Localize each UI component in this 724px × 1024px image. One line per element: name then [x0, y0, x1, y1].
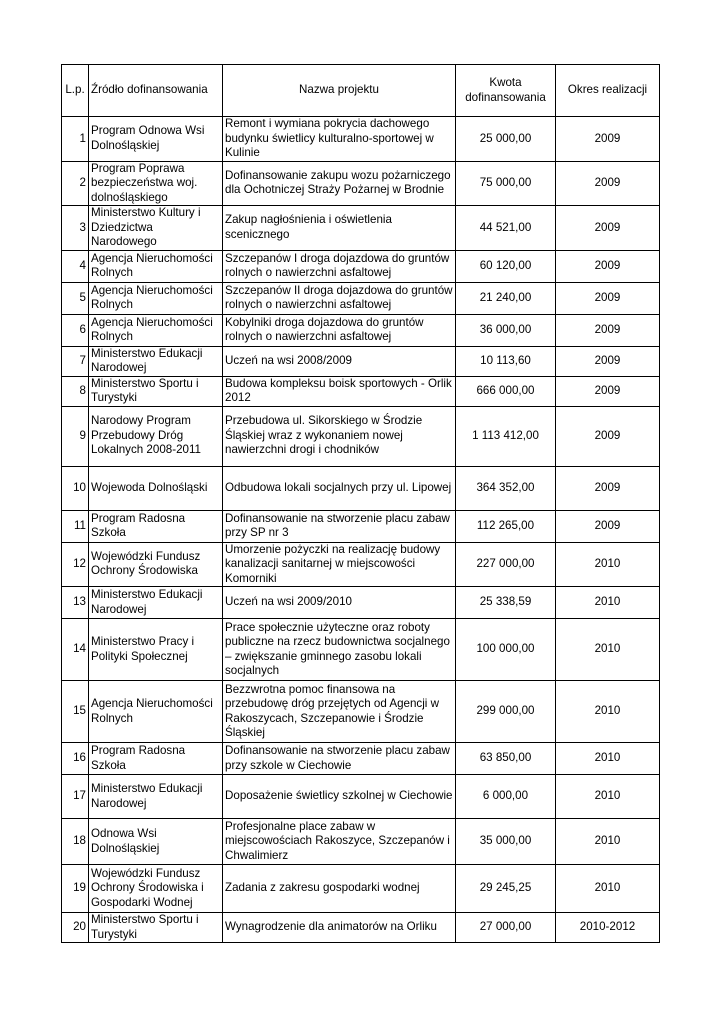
row-source: Wojewoda Dolnośląski: [89, 466, 223, 510]
row-amount: 6 000,00: [456, 775, 556, 819]
row-amount: 299 000,00: [456, 681, 556, 743]
header-source: Źródło dofinansowania: [89, 65, 223, 117]
row-amount: 60 120,00: [456, 250, 556, 282]
row-source: Wojewódzki Fundusz Ochrony Środowiska: [89, 542, 223, 587]
row-period: 2010: [556, 865, 660, 913]
row-project: Przebudowa ul. Sikorskiego w Środzie Śląskiej wraz z wykonaniem nowej nawierzchni drogi i chodników: [223, 406, 456, 466]
row-source: Ministerstwo Sportu i Turystyki: [89, 913, 223, 943]
row-source: Agencja Nieruchomości Rolnych: [89, 250, 223, 282]
row-amount: 29 245,25: [456, 865, 556, 913]
row-period: 2009: [556, 346, 660, 376]
row-lp: 20: [62, 913, 89, 943]
table-row: [62, 681, 660, 743]
row-lp: 3: [62, 206, 89, 251]
row-lp: 9: [62, 406, 89, 466]
table-row: [62, 161, 660, 206]
row-lp: 19: [62, 865, 89, 913]
row-project: Szczepanów II droga dojazdowa do gruntów rolnych o nawierzchni asfaltowej: [223, 282, 456, 314]
row-project: Budowa kompleksu boisk sportowych - Orlik 2012: [223, 376, 456, 406]
row-amount: 112 265,00: [456, 510, 556, 542]
row-period: 2010: [556, 681, 660, 743]
row-amount: 21 240,00: [456, 282, 556, 314]
row-lp: 4: [62, 250, 89, 282]
funding-table: [61, 64, 660, 943]
row-lp: 13: [62, 587, 89, 619]
row-source: Program Odnowa Wsi Dolnośląskiej: [89, 117, 223, 162]
row-amount: 25 000,00: [456, 117, 556, 162]
row-project: Doposażenie świetlicy szkolnej w Ciechowie: [223, 775, 456, 819]
row-source: Ministerstwo Edukacji Narodowej: [89, 587, 223, 619]
row-lp: 8: [62, 376, 89, 406]
row-lp: 17: [62, 775, 89, 819]
row-project: Umorzenie pożyczki na realizację budowy kanalizacji sanitarnej w miejscowości Komorniki: [223, 542, 456, 587]
table-row: [62, 346, 660, 376]
table-row: [62, 542, 660, 587]
row-source: Program Poprawa bezpieczeństwa woj. dolnośląskiego: [89, 161, 223, 206]
row-amount: 36 000,00: [456, 314, 556, 346]
row-period: 2009: [556, 161, 660, 206]
header-amount: Kwota dofinansowania: [456, 65, 556, 117]
row-amount: 63 850,00: [456, 743, 556, 775]
row-source: Narodowy Program Przebudowy Dróg Lokalnych 2008-2011: [89, 406, 223, 466]
row-source: Agencja Nieruchomości Rolnych: [89, 314, 223, 346]
header-lp: L.p.: [62, 65, 89, 117]
row-lp: 2: [62, 161, 89, 206]
row-period: 2009: [556, 376, 660, 406]
row-source: Ministerstwo Pracy i Polityki Społecznej: [89, 619, 223, 681]
table-row: [62, 406, 660, 466]
row-project: Dofinansowanie na stworzenie placu zabaw przy SP nr 3: [223, 510, 456, 542]
row-project: Zakup nagłośnienia i oświetlenia scenicznego: [223, 206, 456, 251]
row-lp: 18: [62, 819, 89, 865]
row-amount: 1 113 412,00: [456, 406, 556, 466]
table-row: [62, 510, 660, 542]
row-project: Zadania z zakresu gospodarki wodnej: [223, 865, 456, 913]
row-source: Ministerstwo Sportu i Turystyki: [89, 376, 223, 406]
table-row: [62, 865, 660, 913]
row-lp: 12: [62, 542, 89, 587]
row-amount: 25 338,59: [456, 587, 556, 619]
row-source: Program Radosna Szkoła: [89, 743, 223, 775]
table-row: [62, 117, 660, 162]
row-period: 2010: [556, 587, 660, 619]
row-period: 2009: [556, 282, 660, 314]
row-period: 2010: [556, 743, 660, 775]
row-source: Ministerstwo Edukacji Narodowej: [89, 775, 223, 819]
row-period: 2009: [556, 314, 660, 346]
row-period: 2010: [556, 619, 660, 681]
table-row: [62, 587, 660, 619]
table-body: [62, 117, 660, 943]
row-lp: 11: [62, 510, 89, 542]
row-source: Ministerstwo Edukacji Narodowej: [89, 346, 223, 376]
row-lp: 6: [62, 314, 89, 346]
row-period: 2010: [556, 819, 660, 865]
row-period: 2009: [556, 250, 660, 282]
table-row: [62, 314, 660, 346]
row-project: Uczeń na wsi 2008/2009: [223, 346, 456, 376]
row-project: Remont i wymiana pokrycia dachowego budynku świetlicy kulturalno-sportowej w Kulinie: [223, 117, 456, 162]
row-project: Dofinansowanie zakupu wozu pożarniczego dla Ochotniczej Straży Pożarnej w Brodnie: [223, 161, 456, 206]
table-row: [62, 282, 660, 314]
row-amount: 10 113,60: [456, 346, 556, 376]
row-lp: 14: [62, 619, 89, 681]
row-lp: 7: [62, 346, 89, 376]
row-amount: 227 000,00: [456, 542, 556, 587]
row-source: Program Radosna Szkoła: [89, 510, 223, 542]
row-amount: 100 000,00: [456, 619, 556, 681]
row-project: Wynagrodzenie dla animatorów na Orliku: [223, 913, 456, 943]
table-row: [62, 619, 660, 681]
row-period: 2009: [556, 117, 660, 162]
row-period: 2009: [556, 206, 660, 251]
header-project: Nazwa projektu: [223, 65, 456, 117]
row-amount: 35 000,00: [456, 819, 556, 865]
row-project: Dofinansowanie na stworzenie placu zabaw przy szkole w Ciechowie: [223, 743, 456, 775]
row-project: Bezzwrotna pomoc finansowa na przebudowę dróg przejętych od Agencji w Rakoszycach, Szczepanowie i Środzie Śląskiej: [223, 681, 456, 743]
row-period: 2010-2012: [556, 913, 660, 943]
row-amount: 75 000,00: [456, 161, 556, 206]
table-row: [62, 250, 660, 282]
row-amount: 666 000,00: [456, 376, 556, 406]
table-row: [62, 913, 660, 943]
row-period: 2009: [556, 510, 660, 542]
table-row: [62, 466, 660, 510]
row-source: Agencja Nieruchomości Rolnych: [89, 282, 223, 314]
row-project: Prace społecznie użyteczne oraz roboty publiczne na rzecz budownictwa socjalnego – zwiększanie gminnego zasobu lokali socjalnych: [223, 619, 456, 681]
header-row: [62, 65, 660, 117]
row-source: Odnowa Wsi Dolnośląskiej: [89, 819, 223, 865]
row-source: Agencja Nieruchomości Rolnych: [89, 681, 223, 743]
row-project: Odbudowa lokali socjalnych przy ul. Lipowej: [223, 466, 456, 510]
table-row: [62, 206, 660, 251]
header-period: Okres realizacji: [556, 65, 660, 117]
row-amount: 364 352,00: [456, 466, 556, 510]
row-project: Szczepanów I droga dojazdowa do gruntów rolnych o nawierzchni asfaltowej: [223, 250, 456, 282]
table-row: [62, 376, 660, 406]
row-project: Kobylniki droga dojazdowa do gruntów rolnych o nawierzchni asfaltowej: [223, 314, 456, 346]
row-lp: 5: [62, 282, 89, 314]
table-row: [62, 775, 660, 819]
row-lp: 15: [62, 681, 89, 743]
row-project: Profesjonalne place zabaw w miejscowościach Rakoszyce, Szczepanów i Chwalimierz: [223, 819, 456, 865]
row-source: Wojewódzki Fundusz Ochrony Środowiska i Gospodarki Wodnej: [89, 865, 223, 913]
row-project: Uczeń na wsi 2009/2010: [223, 587, 456, 619]
row-lp: 16: [62, 743, 89, 775]
row-amount: 44 521,00: [456, 206, 556, 251]
row-source: Ministerstwo Kultury i Dziedzictwa Narodowego: [89, 206, 223, 251]
row-period: 2009: [556, 406, 660, 466]
table-row: [62, 743, 660, 775]
table-row: [62, 819, 660, 865]
row-period: 2009: [556, 466, 660, 510]
row-period: 2010: [556, 542, 660, 587]
row-lp: 1: [62, 117, 89, 162]
row-lp: 10: [62, 466, 89, 510]
row-period: 2010: [556, 775, 660, 819]
row-amount: 27 000,00: [456, 913, 556, 943]
